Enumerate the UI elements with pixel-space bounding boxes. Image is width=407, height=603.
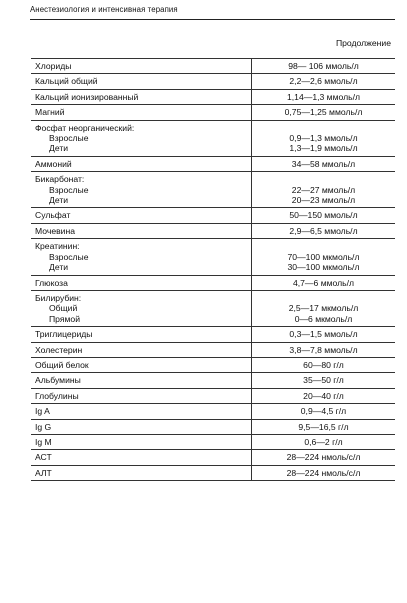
- reference-value-cell: [252, 105, 396, 120]
- reference-value-cell: [252, 357, 396, 372]
- table-row: [31, 120, 395, 156]
- reference-value-cell: [252, 89, 396, 104]
- table-row: [31, 156, 395, 171]
- value-spacer: [256, 293, 391, 303]
- parameter-name: Триглицериды: [35, 329, 93, 340]
- reference-value: 9,5—16,5 г/л: [298, 421, 349, 432]
- sub-parameter-label: Дети: [49, 262, 69, 273]
- table-row: [31, 172, 395, 208]
- reference-value: 0,9—4,5 г/л: [300, 406, 347, 417]
- table-row: [31, 404, 395, 419]
- reference-value: 2,2—2,6 ммоль/л: [289, 76, 358, 87]
- table-row: [31, 465, 395, 480]
- sub-parameter-label: Общий: [49, 303, 78, 314]
- table-row: [31, 89, 395, 104]
- sub-parameter-value: 0—6 мкмоль/л: [294, 313, 353, 324]
- parameter-name: Магний: [35, 107, 65, 118]
- reference-value-cell: [252, 290, 396, 326]
- reference-value-cell: [252, 450, 396, 465]
- table-row: [31, 434, 395, 449]
- reference-value: 60—80 г/л: [303, 359, 344, 370]
- reference-value-cell: [252, 208, 396, 223]
- parameter-cell: [31, 208, 252, 223]
- reference-value-cell: [252, 404, 396, 419]
- reference-value-cell: [252, 239, 396, 275]
- parameter-cell: [31, 357, 252, 372]
- parameter-cell: [31, 373, 252, 388]
- reference-value-cell: [252, 342, 396, 357]
- reference-value-cell: [252, 327, 396, 342]
- table-row: [31, 223, 395, 238]
- reference-value-cell: [252, 275, 396, 290]
- parameter-name: АСТ: [35, 452, 52, 463]
- reference-value-cell: [252, 434, 396, 449]
- reference-value: 0,75—1,25 ммоль/л: [284, 107, 363, 118]
- reference-value-cell: [252, 223, 396, 238]
- parameter-cell: [31, 156, 252, 171]
- reference-value: 20—40 г/л: [303, 390, 344, 401]
- sub-parameter-label: Взрослые: [49, 184, 89, 195]
- reference-value: 34—58 ммоль/л: [291, 158, 356, 169]
- table-row: [31, 373, 395, 388]
- parameter-cell: [31, 89, 252, 104]
- sub-parameter-value: 1,3—1,9 ммоль/л: [289, 143, 358, 154]
- sub-parameter-value: 0,9—1,3 ммоль/л: [289, 133, 358, 144]
- reference-value: 50—150 ммоль/л: [289, 210, 358, 221]
- parameter-name: АЛТ: [35, 467, 52, 478]
- parameter-cell: [31, 239, 252, 275]
- value-spacer: [256, 174, 391, 184]
- reference-value-cell: [252, 388, 396, 403]
- sub-parameter-label: Прямой: [49, 313, 81, 324]
- header-rule: [30, 19, 395, 20]
- reference-value: 0,6—2 г/л: [304, 436, 343, 447]
- parameter-cell: [31, 223, 252, 238]
- parameter-name: Аммоний: [35, 158, 72, 169]
- parameter-name: Глобулины: [35, 390, 79, 401]
- reference-value: 98— 106 ммоль/л: [288, 61, 359, 71]
- parameter-cell: [31, 450, 252, 465]
- sub-parameter-label: Дети: [49, 195, 69, 206]
- sub-parameter-value: 20—23 ммоль/л: [291, 195, 356, 206]
- running-head: Анестезиология и интенсивная терапия: [30, 5, 178, 14]
- parameter-cell: [31, 59, 252, 74]
- parameter-cell: [31, 404, 252, 419]
- reference-value-cell: [252, 465, 396, 480]
- parameter-name: Сульфат: [35, 210, 71, 221]
- table-row: [31, 290, 395, 326]
- parameter-name: Мочевина: [35, 225, 75, 236]
- reference-value-cell: [252, 172, 396, 208]
- parameter-name: Хлориды: [35, 61, 72, 71]
- parameter-cell: [31, 388, 252, 403]
- table-continuation-label: Продолжение: [335, 38, 391, 48]
- parameter-name: Кальций общий: [35, 76, 98, 87]
- value-spacer: [256, 241, 391, 251]
- parameter-cell: [31, 465, 252, 480]
- sub-parameter-value: 70—100 мкмоль/л: [287, 251, 360, 262]
- parameter-cell: [31, 327, 252, 342]
- table-row: [31, 59, 395, 74]
- sub-parameter-value: 2,5—17 мкмоль/л: [288, 303, 359, 314]
- reference-value: 1,14—1,3 ммоль/л: [287, 91, 360, 102]
- table-row: [31, 74, 395, 89]
- reference-value-cell: [252, 373, 396, 388]
- table-row: [31, 342, 395, 357]
- table-row: [31, 105, 395, 120]
- value-spacer: [256, 123, 391, 133]
- parameter-cell: [31, 74, 252, 89]
- sub-parameter-label: Взрослые: [49, 251, 89, 262]
- reference-value-cell: [252, 120, 396, 156]
- table-row: [31, 388, 395, 403]
- reference-value-cell: [252, 74, 396, 89]
- parameter-name: Креатинин:: [35, 241, 80, 252]
- reference-value: 35—50 г/л: [303, 375, 344, 386]
- parameter-name: Фосфат неорганический:: [35, 122, 135, 133]
- sub-parameter-label: Дети: [49, 143, 69, 154]
- parameter-name: Бикарбонат:: [35, 174, 85, 185]
- table-row: [31, 239, 395, 275]
- reference-value: 0,3—1,5 ммоль/л: [289, 329, 358, 340]
- table-row: [31, 450, 395, 465]
- reference-value: 28—224 нмоль/с/л: [286, 467, 361, 478]
- parameter-cell: [31, 419, 252, 434]
- table-row: [31, 419, 395, 434]
- parameter-name: Холестерин: [35, 344, 83, 355]
- parameter-cell: [31, 120, 252, 156]
- parameter-name: Билирубин:: [35, 292, 82, 303]
- parameter-cell: [31, 275, 252, 290]
- parameter-cell: [31, 342, 252, 357]
- reference-value: 4,7—6 ммоль/л: [292, 277, 354, 288]
- reference-value: 28—224 нмоль/с/л: [286, 452, 361, 463]
- table-row: [31, 327, 395, 342]
- sub-parameter-value: 30—100 мкмоль/л: [287, 262, 360, 273]
- sub-parameter-value: 22—27 ммоль/л: [291, 184, 356, 195]
- parameter-cell: [31, 434, 252, 449]
- lab-values-table-body: [31, 59, 395, 481]
- parameter-name: Кальций ионизированный: [35, 91, 139, 102]
- table-row: [31, 357, 395, 372]
- parameter-cell: [31, 105, 252, 120]
- parameter-name: Ig M: [35, 436, 52, 447]
- table-row: [31, 275, 395, 290]
- reference-value: 2,9—6,5 ммоль/л: [289, 225, 358, 236]
- parameter-name: Ig G: [35, 421, 52, 432]
- reference-value-cell: [252, 59, 396, 74]
- parameter-name: Глюкоза: [35, 277, 68, 288]
- reference-value: 3,8—7,8 ммоль/л: [289, 344, 358, 355]
- parameter-name: Альбумины: [35, 375, 81, 386]
- sub-parameter-label: Взрослые: [49, 133, 89, 144]
- reference-value-cell: [252, 156, 396, 171]
- lab-values-table: [31, 58, 395, 481]
- parameter-cell: [31, 172, 252, 208]
- parameter-name: Общий белок: [35, 359, 89, 370]
- reference-value-cell: [252, 419, 396, 434]
- parameter-cell: [31, 290, 252, 326]
- parameter-name: Ig A: [35, 406, 50, 417]
- table-row: [31, 208, 395, 223]
